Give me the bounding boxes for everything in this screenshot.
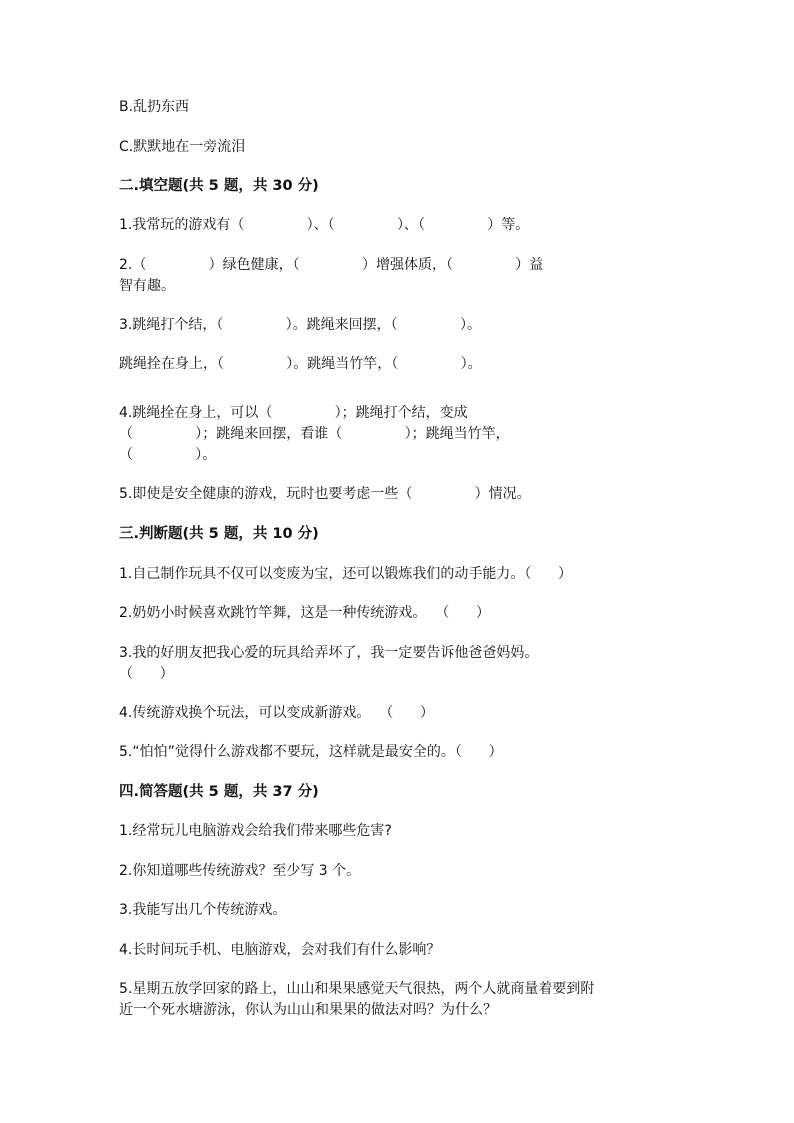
true-false-question-3-line-2: （ ） [119,666,174,682]
fill-blank-question-5: 5.即使是安全健康的游戏，玩时也要考虑一些（ ）情况。 [119,486,531,502]
fill-blank-question-4-line-1: 4.跳绳拴在身上，可以（ ）；跳绳打个结，变成 [119,405,468,421]
short-answer-question-5-line-1: 5.星期五放学回家的路上，山山和果果感觉天气很热，两个人就商量着要到附 [119,981,595,997]
true-false-question-5: 5.“怕怕”觉得什么游戏都不要玩，这样就是最安全的。（ ） [119,744,503,760]
fill-blank-question-4-line-2: （ ）；跳绳来回摆，看谁（ ）；跳绳当竹竿， [119,426,510,442]
fill-blank-question-3-line-1: 3.跳绳打个结，（ ）。跳绳来回摆，（ ）。 [119,317,481,333]
short-answer-question-3: 3.我能写出几个传统游戏。 [119,902,287,918]
option-c: C.默默地在一旁流泪 [119,139,246,155]
short-answer-question-1: 1.经常玩儿电脑游戏会给我们带来哪些危害? [119,823,392,839]
short-answer-question-2: 2.你知道哪些传统游戏？至少写 3 个。 [119,863,361,879]
fill-blank-question-2-line-2: 智有趣。 [119,278,175,294]
fill-blank-question-4-line-3: （ ）。 [119,447,217,463]
section-heading-true-false: 三.判断题(共 5 题，共 10 分) [119,526,319,542]
true-false-question-4: 4.传统游戏换个玩法，可以变成新游戏。 （ ） [119,705,434,721]
true-false-question-1: 1.自己制作玩具不仅可以变废为宝，还可以锻炼我们的动手能力。（ ） [119,566,573,582]
fill-blank-question-3-line-2: 跳绳拴在身上，（ ）。跳绳当竹竿，（ ）。 [119,356,482,372]
short-answer-question-4: 4.长时间玩手机、电脑游戏，会对我们有什么影响？ [119,942,441,958]
section-heading-short-answer: 四.简答题(共 5 题，共 37 分) [119,784,319,800]
true-false-question-3-line-1: 3.我的好朋友把我心爱的玩具给弄坏了，我一定要告诉他爸爸妈妈。 [119,645,539,661]
short-answer-question-5-line-2: 近一个死水塘游泳，你认为山山和果果的做法对吗？为什么？ [119,1002,497,1018]
fill-blank-question-1: 1.我常玩的游戏有（ ）、（ ）、（ ）等。 [119,217,530,233]
section-heading-fill-blank: 二.填空题(共 5 题，共 30 分) [119,178,319,194]
fill-blank-question-2-line-1: 2.（ ）绿色健康，（ ）增强体质，（ ）益 [119,257,544,273]
option-b: B.乱扔东西 [119,99,190,115]
true-false-question-2: 2.奶奶小时候喜欢跳竹竿舞，这是一种传统游戏。 （ ） [119,605,490,621]
